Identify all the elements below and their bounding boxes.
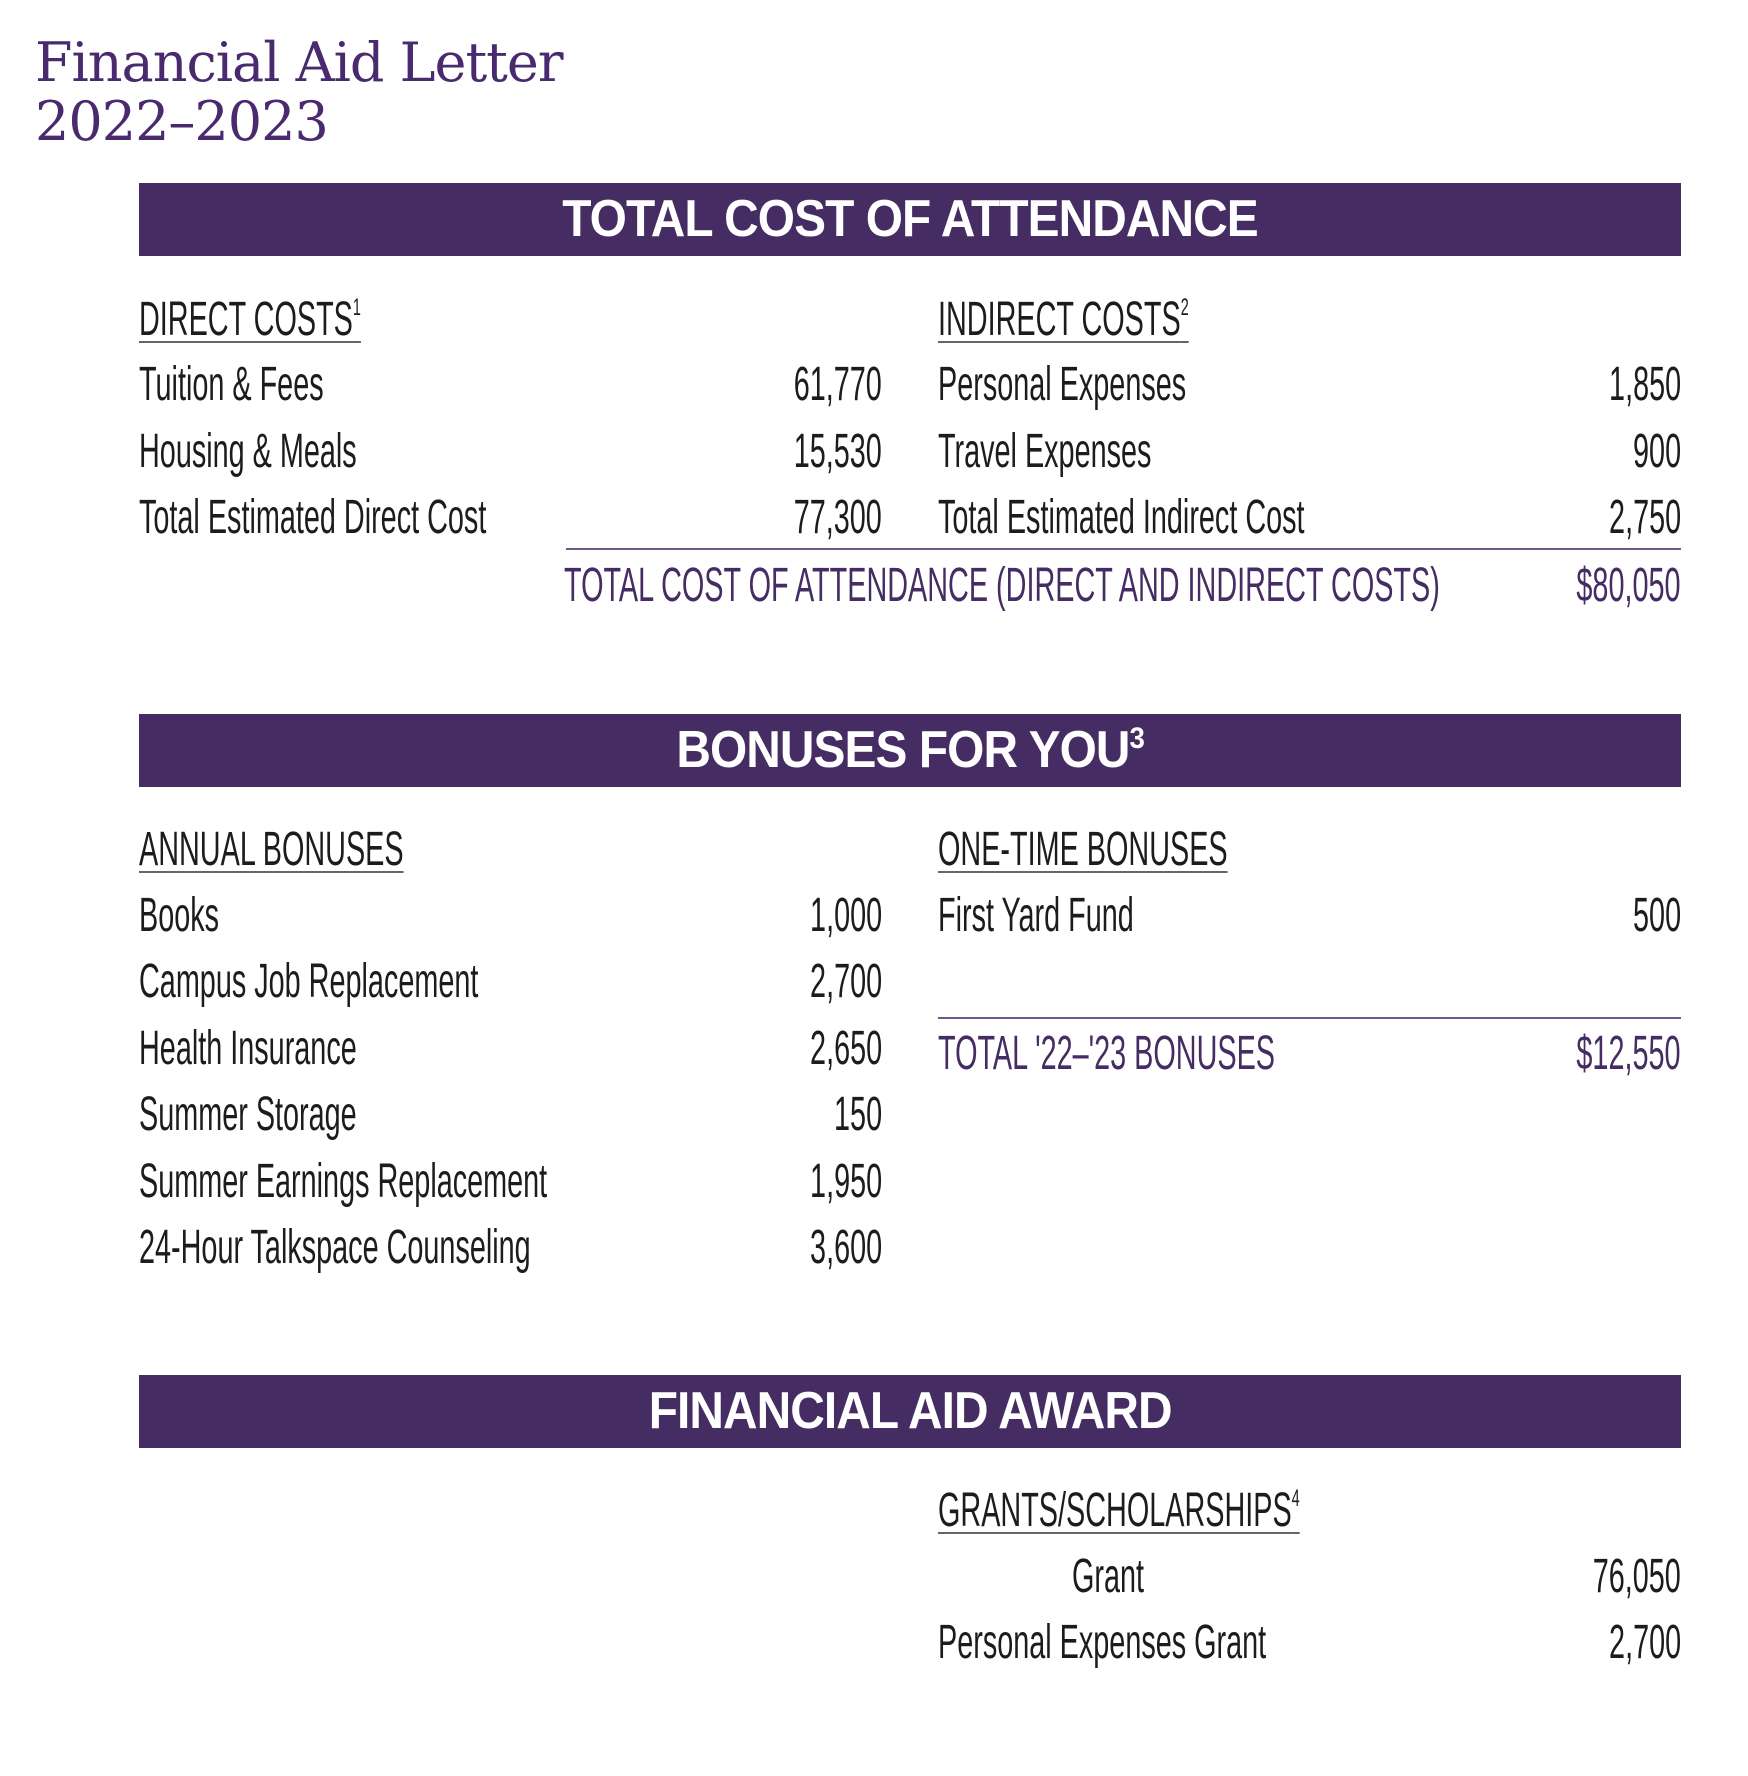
bonuses-total-label: TOTAL '22–'23 BONUSES <box>938 1027 1276 1080</box>
annual-bonus-label: Health Insurance <box>139 1022 357 1075</box>
direct-costs-heading <box>139 293 509 346</box>
indirect-cost-value-row <box>1601 425 1681 478</box>
financial-aid-award-banner-title: FINANCIAL AID AWARD <box>648 1382 1172 1440</box>
annual-bonus-value-row <box>802 1088 882 1141</box>
grant-value-row <box>1534 1550 1681 1603</box>
direct-cost-total-row <box>139 491 718 544</box>
bonuses-total-value-row <box>1507 1027 1681 1080</box>
footnote-2: 2 <box>1180 294 1189 321</box>
indirect-cost-total-row <box>938 491 1549 544</box>
direct-cost-total-label: Total Estimated Direct Cost <box>139 491 487 544</box>
direct-cost-label: Tuition & Fees <box>139 358 324 411</box>
annual-bonus-row <box>139 1022 502 1075</box>
annual-bonuses-heading-text: ANNUAL BONUSES <box>139 823 404 876</box>
annual-bonus-value: 3,600 <box>809 1221 882 1274</box>
total-cost-label: TOTAL COST OF ATTENDANCE (DIRECT AND INDIRECT COSTS) <box>564 559 1440 612</box>
letter-title: Financial Aid Letter <box>35 31 563 94</box>
direct-cost-total-value: 77,300 <box>793 491 882 544</box>
annual-bonus-value: 2,700 <box>809 955 882 1008</box>
one-time-bonus-value: 500 <box>1632 889 1681 942</box>
indirect-cost-total-value-row <box>1561 491 1681 544</box>
annual-bonus-value-row <box>762 889 882 942</box>
direct-cost-total-value-row <box>735 491 882 544</box>
cost-of-attendance-banner <box>139 183 1681 256</box>
grant-value: 76,050 <box>1592 1550 1681 1603</box>
annual-bonus-label: 24-Hour Talkspace Counseling <box>139 1221 531 1274</box>
bonuses-banner-title: BONUSES FOR YOU <box>676 721 1130 779</box>
direct-cost-row <box>139 358 447 411</box>
one-time-bonus-value-row <box>1601 889 1681 942</box>
annual-bonuses-heading <box>139 823 580 876</box>
direct-cost-value: 61,770 <box>793 358 882 411</box>
bonuses-banner <box>139 714 1681 787</box>
direct-cost-value: 15,530 <box>793 425 882 478</box>
footnote-1: 1 <box>352 294 361 321</box>
indirect-cost-label: Personal Expenses <box>938 358 1187 411</box>
annual-bonus-label: Summer Storage <box>139 1088 357 1141</box>
grant-value-row <box>1561 1616 1681 1669</box>
grants-heading <box>938 1484 1541 1537</box>
indirect-costs-heading <box>938 293 1356 346</box>
total-cost-value-row <box>1507 559 1681 612</box>
indirect-cost-row <box>938 425 1294 478</box>
annual-bonus-value: 150 <box>833 1088 882 1141</box>
annual-bonus-value: 1,950 <box>809 1155 882 1208</box>
grant-label: Grant <box>1072 1550 1145 1603</box>
annual-bonus-row <box>139 1221 792 1274</box>
indirect-costs-heading-text: INDIRECT COSTS <box>938 293 1181 346</box>
annual-bonus-value-row <box>762 1022 882 1075</box>
annual-bonus-row <box>139 955 705 1008</box>
annual-bonus-label: Summer Earnings Replacement <box>139 1155 548 1208</box>
annual-bonus-label: Campus Job Replacement <box>139 955 479 1008</box>
footnote-4: 4 <box>1291 1485 1300 1512</box>
annual-bonus-value: 1,000 <box>809 889 882 942</box>
bonuses-total-divider <box>938 1017 1681 1019</box>
annual-bonus-value-row <box>762 1221 882 1274</box>
grants-heading-text: GRANTS/SCHOLARSHIPS <box>938 1484 1292 1537</box>
direct-cost-row <box>139 425 502 478</box>
indirect-cost-value-row <box>1561 358 1681 411</box>
grant-label: Personal Expenses Grant <box>938 1616 1267 1669</box>
direct-cost-label: Housing & Meals <box>139 425 357 478</box>
indirect-cost-row <box>938 358 1352 411</box>
annual-bonus-row <box>139 1088 502 1141</box>
direct-cost-value-row <box>735 425 882 478</box>
indirect-cost-label: Travel Expenses <box>938 425 1152 478</box>
grant-value: 2,700 <box>1608 1616 1681 1669</box>
indirect-cost-total-label: Total Estimated Indirect Cost <box>938 491 1305 544</box>
direct-cost-value-row <box>735 358 882 411</box>
letter-year: 2022–2023 <box>35 90 328 153</box>
grant-row <box>938 1616 1485 1669</box>
annual-bonus-row <box>139 889 272 942</box>
annual-bonus-label: Books <box>139 889 220 942</box>
cost-of-attendance-banner-title: TOTAL COST OF ATTENDANCE <box>562 190 1258 248</box>
total-cost-value: $80,050 <box>1576 559 1681 612</box>
bonuses-total-value: $12,550 <box>1576 1027 1681 1080</box>
indirect-cost-value: 900 <box>1632 425 1681 478</box>
annual-bonus-value: 2,650 <box>809 1022 882 1075</box>
annual-bonus-value-row <box>762 1155 882 1208</box>
one-time-bonuses-heading <box>938 823 1421 876</box>
total-cost-divider <box>566 548 1681 550</box>
grant-row <box>1072 1550 1192 1603</box>
indirect-cost-value: 1,850 <box>1608 358 1681 411</box>
footnote-3: 3 <box>1129 722 1144 755</box>
annual-bonus-row <box>139 1155 819 1208</box>
direct-costs-heading-text: DIRECT COSTS <box>139 293 353 346</box>
bonuses-total-label-row <box>938 1027 1500 1080</box>
one-time-bonuses-heading-text: ONE-TIME BONUSES <box>938 823 1228 876</box>
one-time-bonus-row <box>938 889 1264 942</box>
indirect-cost-total-value: 2,750 <box>1608 491 1681 544</box>
one-time-bonus-label: First Yard Fund <box>938 889 1134 942</box>
annual-bonus-value-row <box>762 955 882 1008</box>
financial-aid-award-banner <box>139 1375 1681 1448</box>
